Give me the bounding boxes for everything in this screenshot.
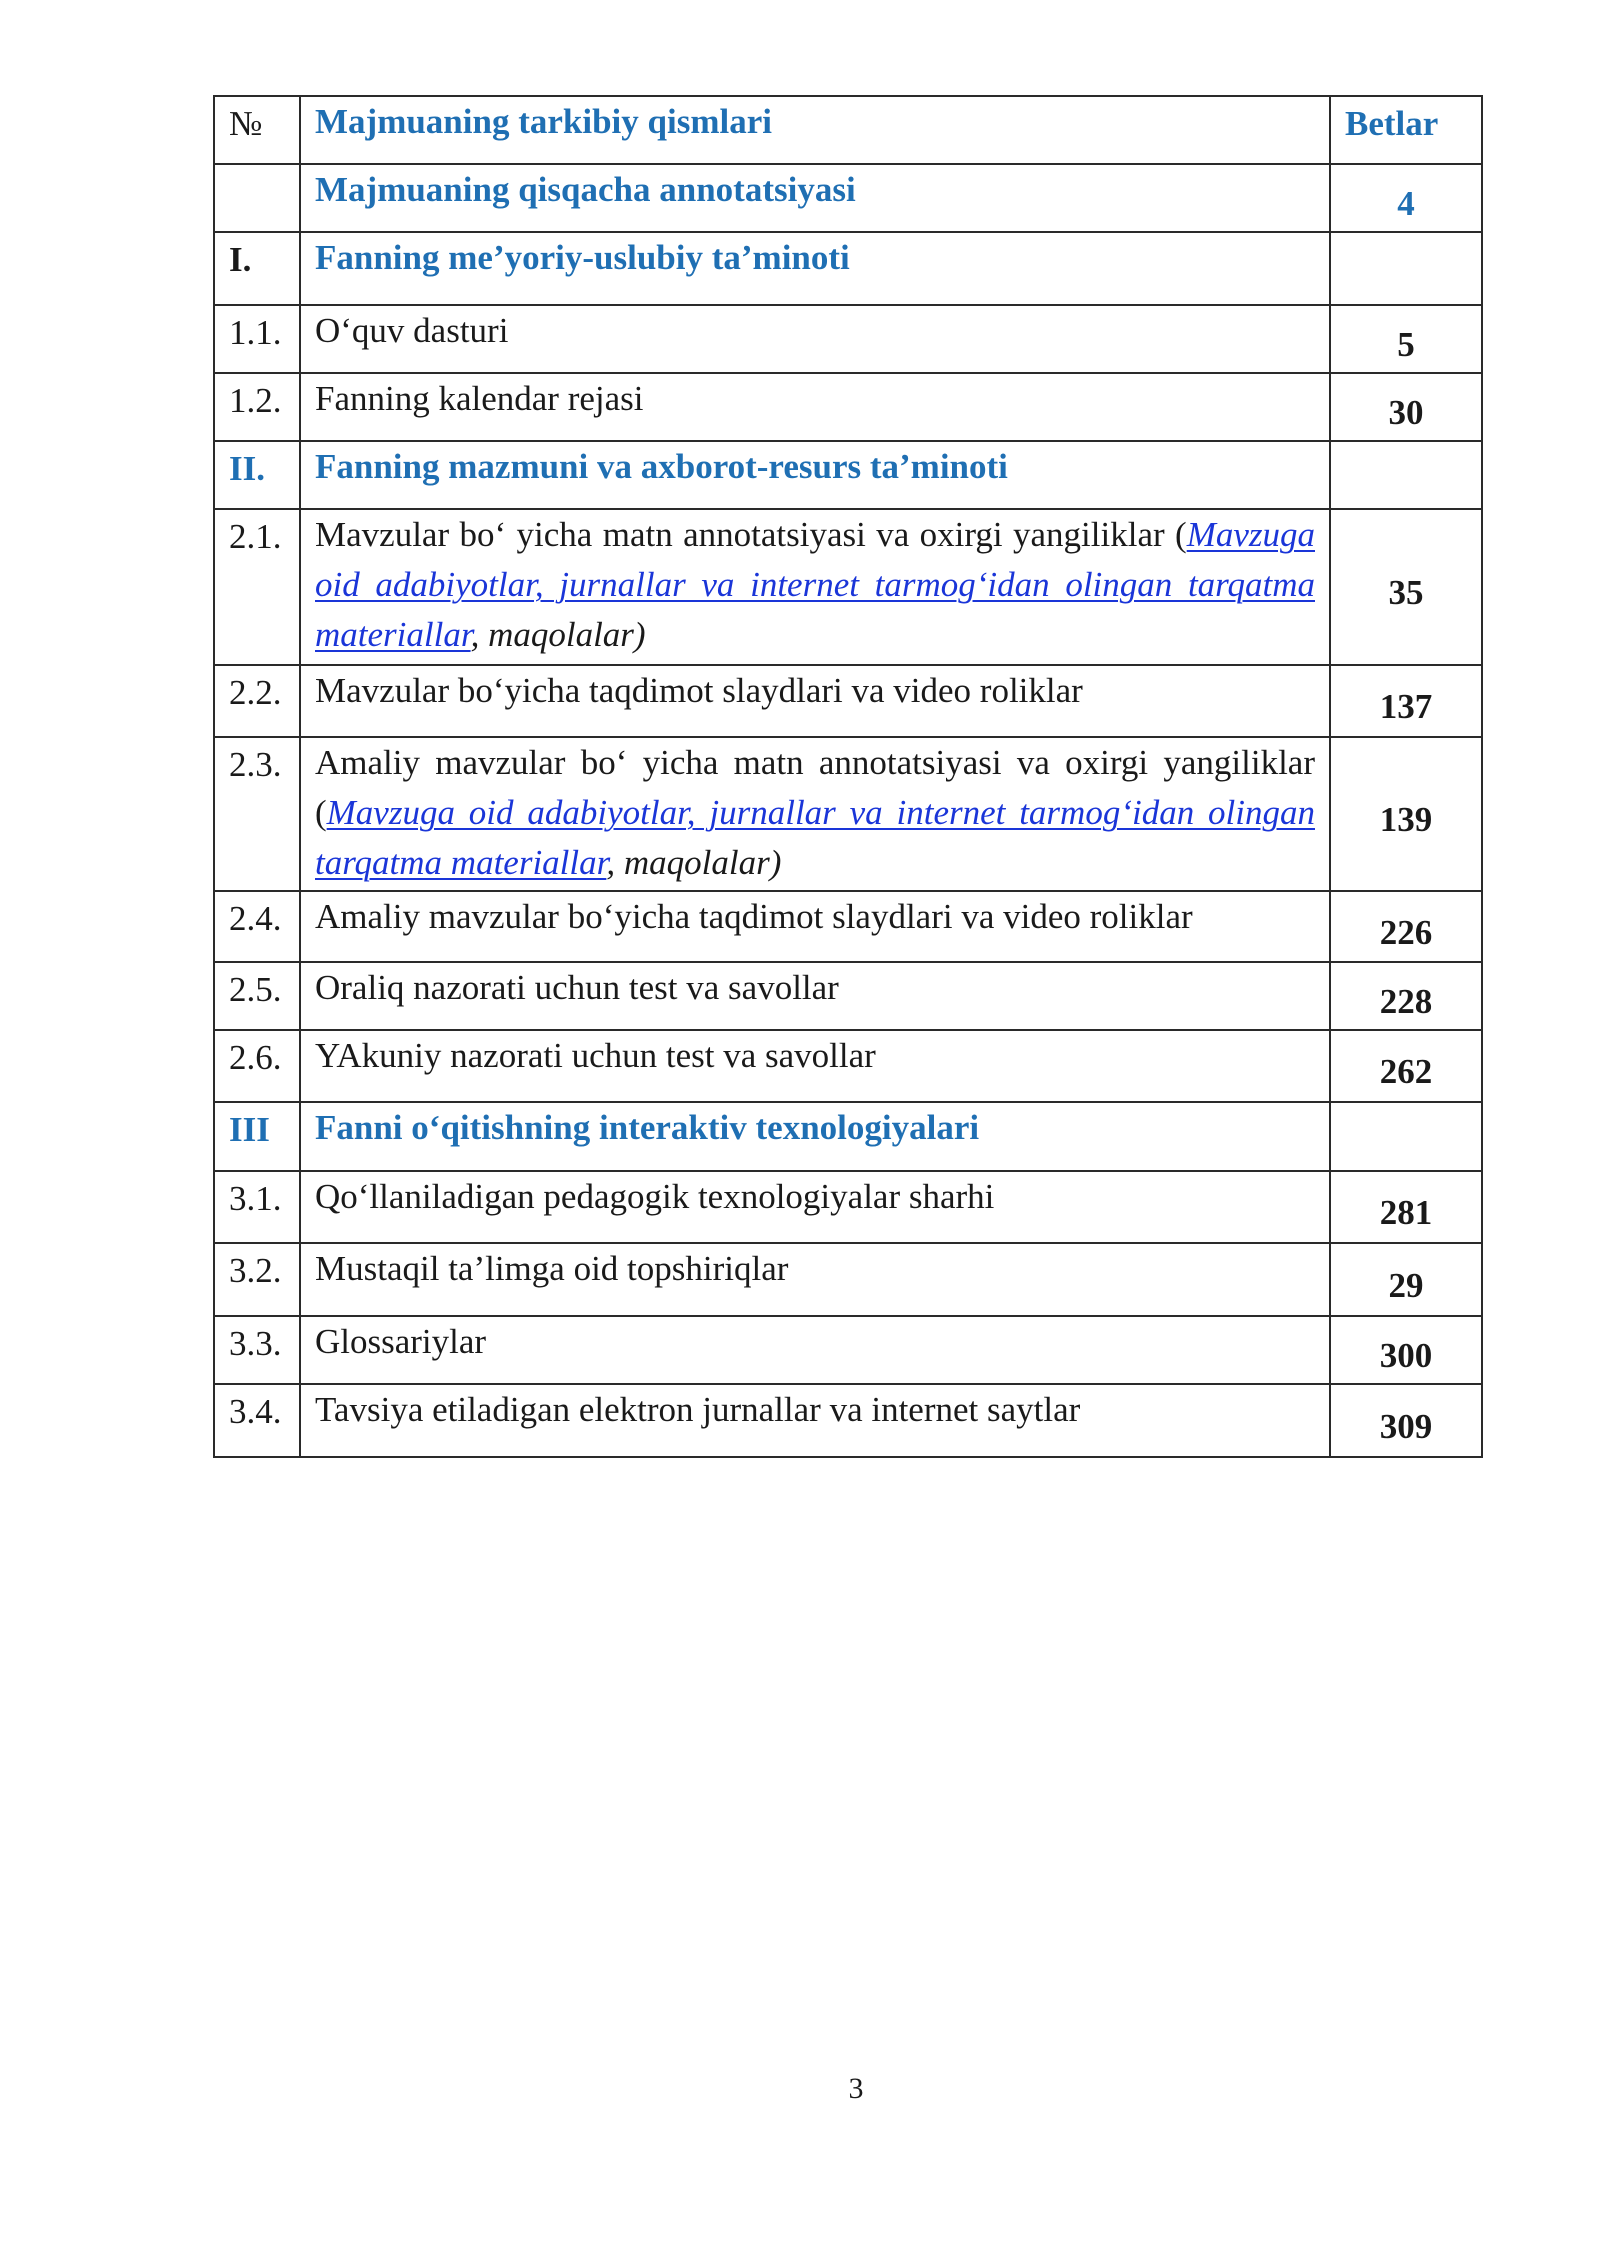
section-page: [1330, 232, 1482, 305]
toc-row: [214, 737, 1482, 891]
section-num: III: [214, 1102, 300, 1171]
section-row: [214, 1102, 1482, 1171]
item-page: 300: [1330, 1316, 1482, 1384]
section-row: [214, 441, 1482, 509]
item-page: 29: [1330, 1243, 1482, 1316]
item-num: 1.2.: [214, 373, 300, 441]
item-title: Fanning kalendar rejasi: [300, 373, 1330, 441]
item-title: Tavsiya etiladigan elektron jurnallar va internet saytlar: [300, 1384, 1330, 1457]
header-num: №: [214, 96, 300, 164]
toc-row: [214, 962, 1482, 1030]
toc-row: [214, 665, 1482, 737]
toc-row: [214, 1243, 1482, 1316]
item-num: 2.3.: [214, 737, 300, 891]
materials-link[interactable]: Mavzuga oid adabiyotlar, jurnallar va internet tarmog‘idan olingan tarqatma materiallar: [315, 793, 1315, 882]
item-num: 3.2.: [214, 1243, 300, 1316]
section-num: I.: [214, 232, 300, 305]
item-num: 3.4.: [214, 1384, 300, 1457]
item-title: Qo‘llaniladigan pedagogik texnologiyalar sharhi: [300, 1171, 1330, 1243]
item-title: Oraliq nazorati uchun test va savollar: [300, 962, 1330, 1030]
section-page: [1330, 1102, 1482, 1171]
section-num: II.: [214, 441, 300, 509]
item-title: [300, 737, 1330, 891]
item-page: 262: [1330, 1030, 1482, 1102]
item-title: Mavzular bo‘yicha taqdimot slaydlari va video roliklar: [300, 665, 1330, 737]
item-title: Glossariylar: [300, 1316, 1330, 1384]
item-num: 2.2.: [214, 665, 300, 737]
section-row: [214, 232, 1482, 305]
item-title: [300, 509, 1330, 665]
item-page: 139: [1330, 737, 1482, 891]
item-num: 1.1.: [214, 305, 300, 373]
toc-row: [214, 891, 1482, 962]
item-page: 281: [1330, 1171, 1482, 1243]
item-title: O‘quv dasturi: [300, 305, 1330, 373]
item-num: 2.5.: [214, 962, 300, 1030]
header-row: [214, 96, 1482, 164]
toc-row: [214, 1171, 1482, 1243]
item-page: 35: [1330, 509, 1482, 665]
item-num: 3.3.: [214, 1316, 300, 1384]
toc-row: [214, 1316, 1482, 1384]
section-title: Fanni o‘qitishning interaktiv texnologiyalari: [300, 1102, 1330, 1171]
item-page: 137: [1330, 665, 1482, 737]
section-page: [1330, 441, 1482, 509]
header-title: Majmuaning tarkibiy qismlari: [300, 96, 1330, 164]
item-page: 5: [1330, 305, 1482, 373]
header-page: Betlar: [1330, 96, 1482, 164]
item-title-suffix: , maqolalar): [470, 615, 646, 654]
annotation-row: [214, 164, 1482, 232]
item-page: 228: [1330, 962, 1482, 1030]
item-title-prefix: Amaliy mavzular bo‘ yicha matn annotatsiyasi va oxirgi yangiliklar (: [315, 743, 1315, 832]
materials-link[interactable]: Mavzuga oid adabiyotlar, jurnallar va internet tarmog‘idan olingan tarqatma materiallar: [315, 515, 1315, 654]
item-title-prefix: Mavzular bo‘ yicha matn annotatsiyasi va oxirgi yangiliklar (: [315, 515, 1187, 554]
toc-row: [214, 373, 1482, 441]
section-title: Fanning mazmuni va axborot-resurs ta’minoti: [300, 441, 1330, 509]
table-of-contents: [213, 95, 1483, 1458]
section-title: Fanning me’yoriy-uslubiy ta’minoti: [300, 232, 1330, 305]
item-title: Amaliy mavzular bo‘yicha taqdimot slaydlari va video roliklar: [300, 891, 1330, 962]
item-num: 2.4.: [214, 891, 300, 962]
item-title-suffix: , maqolalar): [606, 843, 782, 882]
toc-row: [214, 509, 1482, 665]
annotation-num: [214, 164, 300, 232]
item-title: Mustaqil ta’limga oid topshiriqlar: [300, 1243, 1330, 1316]
item-page: 30: [1330, 373, 1482, 441]
toc-row: [214, 305, 1482, 373]
page-number: 3: [848, 2072, 864, 2105]
item-num: 2.1.: [214, 509, 300, 665]
item-num: 2.6.: [214, 1030, 300, 1102]
toc-row: [214, 1384, 1482, 1457]
annotation-title: Majmuaning qisqacha annotatsiyasi: [300, 164, 1330, 232]
item-page: 226: [1330, 891, 1482, 962]
item-title: YAkuniy nazorati uchun test va savollar: [300, 1030, 1330, 1102]
item-num: 3.1.: [214, 1171, 300, 1243]
item-page: 309: [1330, 1384, 1482, 1457]
toc-row: [214, 1030, 1482, 1102]
annotation-page: 4: [1330, 164, 1482, 232]
